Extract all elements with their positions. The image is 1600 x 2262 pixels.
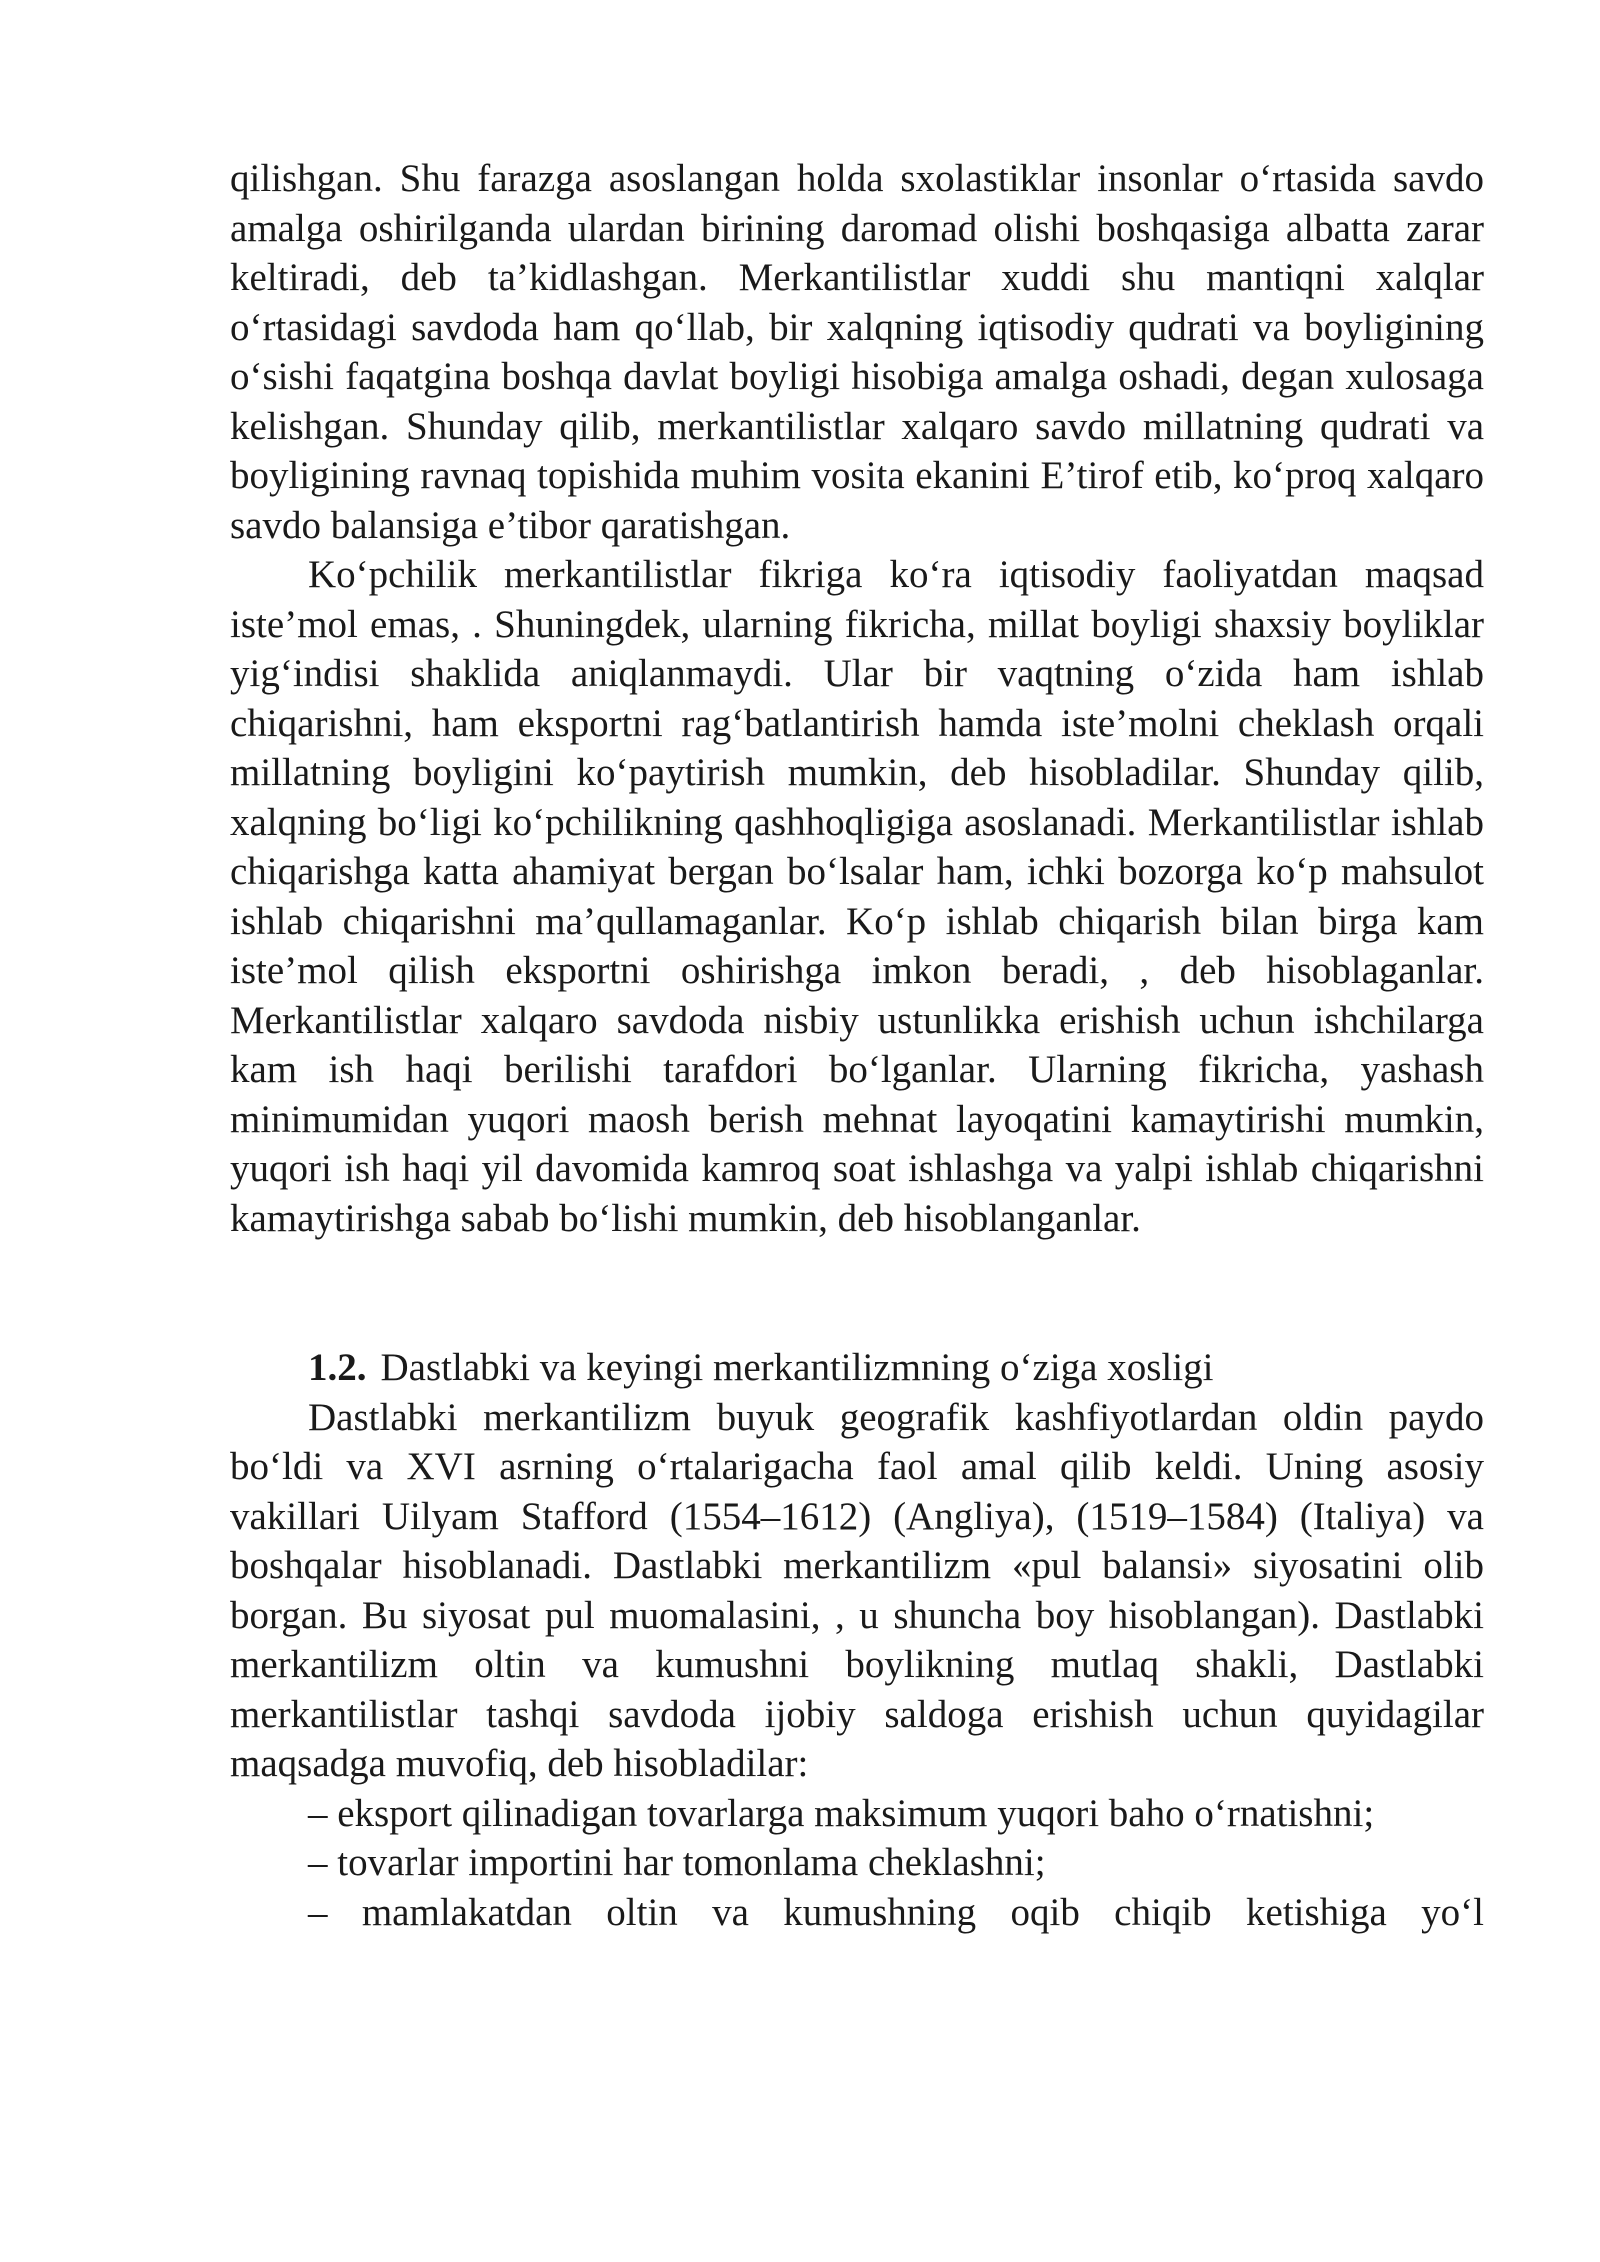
section-title: Dastlabki va keyingi merkantilizmning o‘ziga xosligi (380, 1346, 1214, 1389)
document-page (230, 154, 1484, 1937)
section-heading (230, 1343, 1484, 1393)
paragraph-3: Dastlabki merkantilizm buyuk geografik kashfiyotlardan oldin paydo bo‘ldi va XVI asrning o‘rtalarigacha faol amal qilib keldi. Uning asosiy vakillari Uilyam Stafford (1554–1612) (Angliya), (1519–1584) (Italiya) va boshqalar hisoblanadi. Dastlabki merkantilizm «pul balansi» siyosatini olib borgan. Bu siyosat pul muomalasini, , u shuncha boy hisoblangan). Dastlabki merkantilizm oltin va kumushni boylikning mutlaq shakli, Dastlabki merkantilistlar tashqi savdoda ijobiy saldoga erishish uchun quyidagilar maqsadga muvofiq, deb hisobladilar: (230, 1395, 1484, 1785)
paragraph-1: qilishgan. Shu farazga asoslangan holda sxolastiklar insonlar o‘rtasida savdo amalga oshirilganda ulardan birining daromad olishi boshqasiga albatta zarar keltiradi, deb ta’kidlashgan. Merkantilistlar xuddi shu mantiqni xalqlar o‘rtasidagi savdoda ham qo‘llab, bir xalqning iqtisodiy qudrati va boyligining o‘sishi faqatgina boshqa davlat boyligi hisobiga amalga oshadi, degan xulosaga kelishgan. Shunday qilib, merkantilistlar xalqaro savdo millatning qudrati va boyligining ravnaq topishida muhim vosita ekanini E’tirof etib, ko‘proq xalqaro savdo balansiga e’tibor qaratishgan. (230, 157, 1484, 547)
section-number: 1.2. (308, 1346, 367, 1389)
paragraph-2: Ko‘pchilik merkantilistlar fikriga ko‘ra iqtisodiy faoliyatdan maqsad iste’mol emas, . Shuningdek, ularning fikricha, millat boyligi shaxsiy boyliklar yig‘indisi shaklida aniqlanmaydi. Ular bir vaqtning o‘zida ham ishlab chiqarishni, ham eksportni rag‘batlantirish hamda iste’molni cheklash orqali millatning boyligini ko‘paytirish mumkin, deb hisobladilar. Shunday qilib, xalqning bo‘ligi ko‘pchilikning qashhoqligiga asoslanadi. Merkantilistlar ishlab chiqarishga katta ahamiyat bergan bo‘lsalar ham, ichki bozorga ko‘p mahsulot ishlab chiqarishni ma’qullamaganlar. Ko‘p ishlab chiqarish bilan birga kam iste’mol qilish eksportni oshirishga imkon beradi, , deb hisoblaganlar. Merkantilistlar xalqaro savdoda nisbiy ustunlikka erishish uchun ishchilarga kam ish haqi berilishi tarafdori bo‘lganlar. Ularning fikricha, yashash minimumidan yuqori maosh berish mehnat layoqatini kamaytirishi mumkin, yuqori ish haqi yil davomida kamroq soat ishlashga va yalpi ishlab chiqarishni kamaytirishga sabab bo‘lishi mumkin, deb hisoblanganlar. (230, 553, 1484, 1240)
list-item-1: – eksport qilinadigan tovarlarga maksimum yuqori baho o‘rnatishni; (308, 1791, 1375, 1835)
list-item-3: – mamlakatdan oltin va kumushning oqib chiqib ketishiga yo‘l (308, 1890, 1484, 1934)
list-item-2: – tovarlar importini har tomonlama cheklashni; (308, 1841, 1046, 1884)
